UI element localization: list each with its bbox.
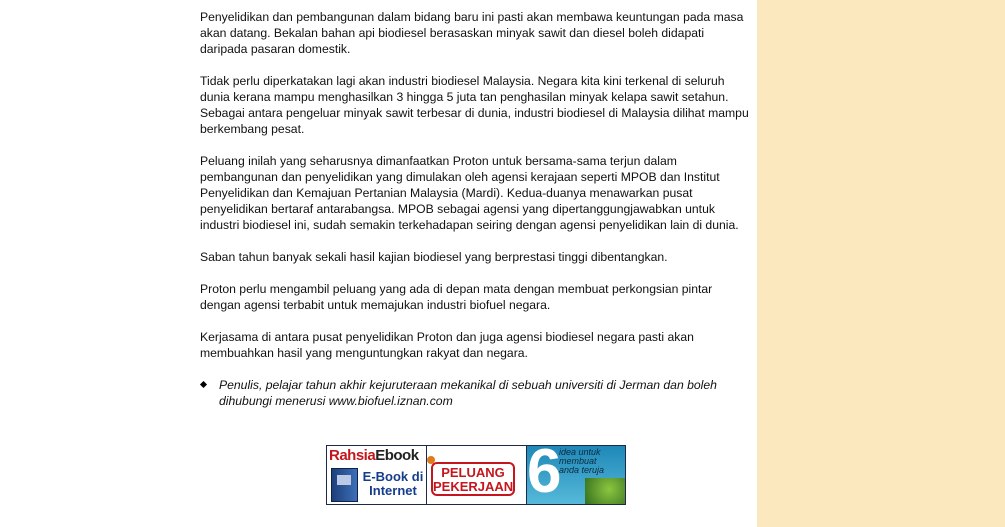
- article-paragraph-5: Proton perlu mengambil peluang yang ada di depan mata dengan membuat perkongsian pintar dengan agensi terbabit untuk memajukan industri biofuel negara.: [200, 282, 713, 312]
- article-paragraph-2: Tidak perlu diperkatakan lagi akan industri biodiesel Malaysia. Negara kita kini terkenal di seluruh dunia kerana mampu menghasilkan 3 hingga 5 juta tan penghasilan minyak kelapa sawit setahun. Sebagai antara pengeluar minyak sawit terbesar di dunia, industri biodiesel di Malaysia dilihat mampu berkembang pesat.: [200, 74, 749, 136]
- author-note: [200, 377, 752, 409]
- banner-idea-text: idea untuk membuat anda teruja: [559, 447, 605, 475]
- banner-tag: PELUANG PEKERJAAN: [431, 462, 515, 496]
- banner-brand-red: Rahsia: [329, 447, 376, 464]
- article-paragraph-6: Kerjasama di antara pusat penyelidikan Proton dan juga agensi biodiesel negara pasti akan membuahkan hasil yang menguntungkan rakyat dan negara.: [200, 330, 694, 360]
- banner-brand-dark: Ebook: [375, 447, 419, 464]
- article-body: [200, 9, 752, 409]
- ebook-icon: [331, 468, 358, 502]
- banner-photo-icon: [585, 478, 625, 504]
- bullet-icon: [200, 381, 207, 388]
- banner-ebook-panel[interactable]: [327, 446, 427, 504]
- banner-idea-panel[interactable]: [527, 446, 625, 504]
- banner-subtitle: E-Book di Internet: [362, 469, 424, 498]
- right-sidebar: [757, 0, 1005, 527]
- banner-number: 6: [527, 446, 562, 504]
- article-paragraph-3: Peluang inilah yang seharusnya dimanfaatkan Proton untuk bersama-sama terjun dalam pembangunan dan penyelidikan yang dimulakan oleh agensi kerajaan seperti MPOB dan Institut Penyelidikan dan Kemajuan Pertanian Malaysia (Mardi). Kedua-duanya menawarkan pusat penyelidikan bertaraf antarabangsa. MPOB sebagai agensi yang dipertanggungjawabkan untuk industri biodiesel ini, sudah semakin terkehadapan seiring dengan agensi penyelidikan lain di dunia.: [200, 154, 739, 232]
- article-paragraph-4: Saban tahun banyak sekali hasil kajian biodiesel yang berprestasi tinggi dibentangkan.: [200, 250, 668, 264]
- article-paragraph-1: Penyelidikan dan pembangunan dalam bidang baru ini pasti akan membawa keuntungan pada masa akan datang. Bekalan bahan api biodiesel berasaskan minyak sawit dan diesel boleh didapati daripada pasaran domestik.: [200, 10, 744, 56]
- author-note-text: Penulis, pelajar tahun akhir kejuruteraan mekanikal di sebuah universiti di Jerman dan boleh dihubungi menerusi www.biofuel.iznan.com: [219, 378, 717, 408]
- banner-brand: [329, 447, 419, 464]
- ad-banner[interactable]: [326, 445, 626, 505]
- banner-job-panel[interactable]: [427, 446, 527, 504]
